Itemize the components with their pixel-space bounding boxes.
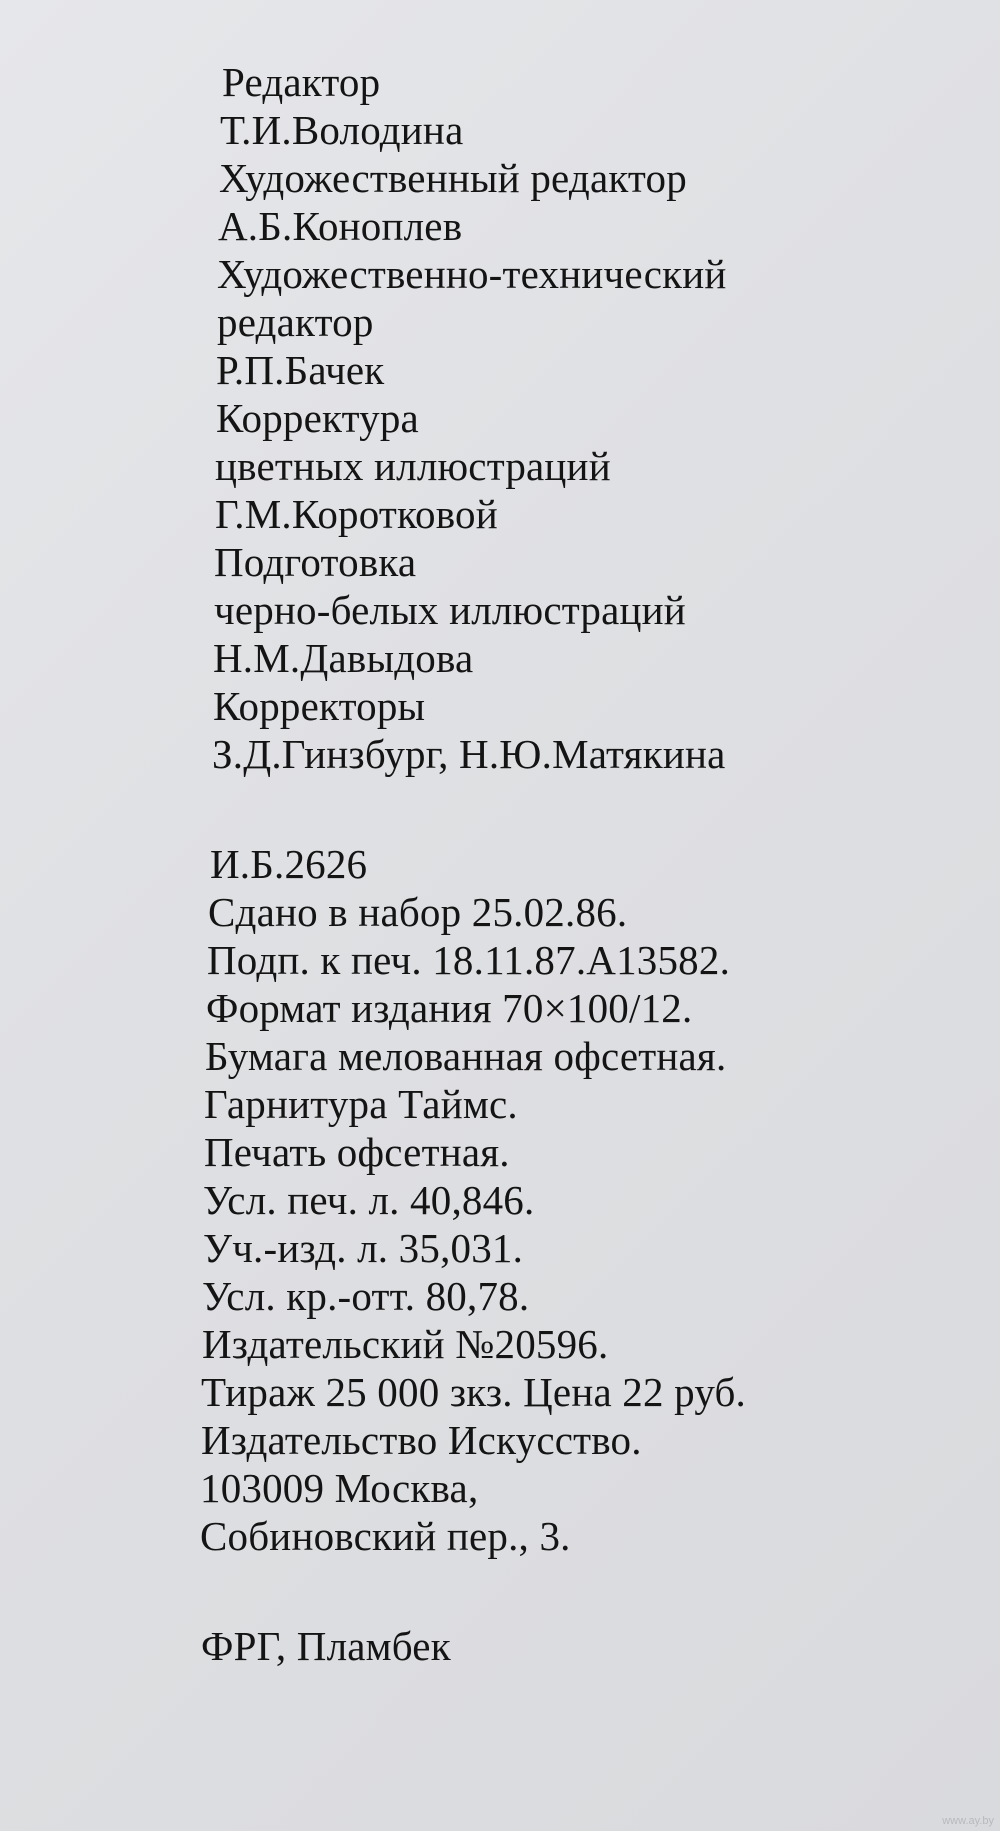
address-line2: Собиновский пер., 3. (200, 1513, 571, 1559)
color-proof-name: Г.М.Коротковой (215, 491, 498, 537)
paper-type: Бумага мелованная офсетная. (205, 1033, 727, 1079)
art-editor-name: А.Б.Коноплев (218, 203, 463, 249)
ib-number: И.Б.2626 (210, 841, 368, 887)
publisher-number: Издательский №20596. (202, 1321, 609, 1367)
publisher-name: Издательство Искусство. (201, 1417, 642, 1463)
art-editor-label: Художественный редактор (219, 155, 687, 201)
submitted-date: Сдано в набор 25.02.86. (208, 889, 628, 935)
bw-prep-label-line2: черно-белых иллюстраций (214, 587, 686, 633)
edition-format: Формат издания 70×100/12. (206, 985, 693, 1031)
watermark-text: www.ay.by (942, 1815, 994, 1827)
color-prints: Усл. кр.-отт. 80,78. (202, 1273, 530, 1319)
circulation-price: Тираж 25 000 зкз. Цена 22 руб. (201, 1369, 746, 1415)
proofreaders-label: Корректоры (213, 683, 426, 729)
signed-date: Подп. к печ. 18.11.87.А13582. (207, 937, 731, 983)
bw-prep-label-line1: Подготовка (214, 539, 417, 585)
proofreaders-names: З.Д.Гинзбург, Н.Ю.Матякина (212, 731, 726, 777)
bw-prep-name: Н.М.Давыдова (213, 635, 474, 681)
color-proof-label-line1: Корректура (216, 395, 419, 441)
color-proof-label-line2: цветных иллюстраций (215, 443, 611, 489)
editor-name: Т.И.Володина (220, 107, 464, 153)
print-sheets: Усл. печ. л. 40,846. (203, 1177, 535, 1223)
address-line1: 103009 Москва, (200, 1465, 479, 1511)
typeface: Гарнитура Таймс. (204, 1081, 518, 1127)
printer-name: ФРГ, Пламбек (201, 1623, 451, 1669)
publisher-sheets: Уч.-изд. л. 35,031. (203, 1225, 524, 1271)
printing-method: Печать офсетная. (204, 1129, 510, 1175)
tech-editor-name: Р.П.Бачек (216, 347, 385, 393)
tech-editor-label-line1: Художественно-технический (217, 251, 727, 297)
editor-label: Редактор (222, 59, 381, 105)
tech-editor-label-line2: редактор (217, 299, 374, 345)
